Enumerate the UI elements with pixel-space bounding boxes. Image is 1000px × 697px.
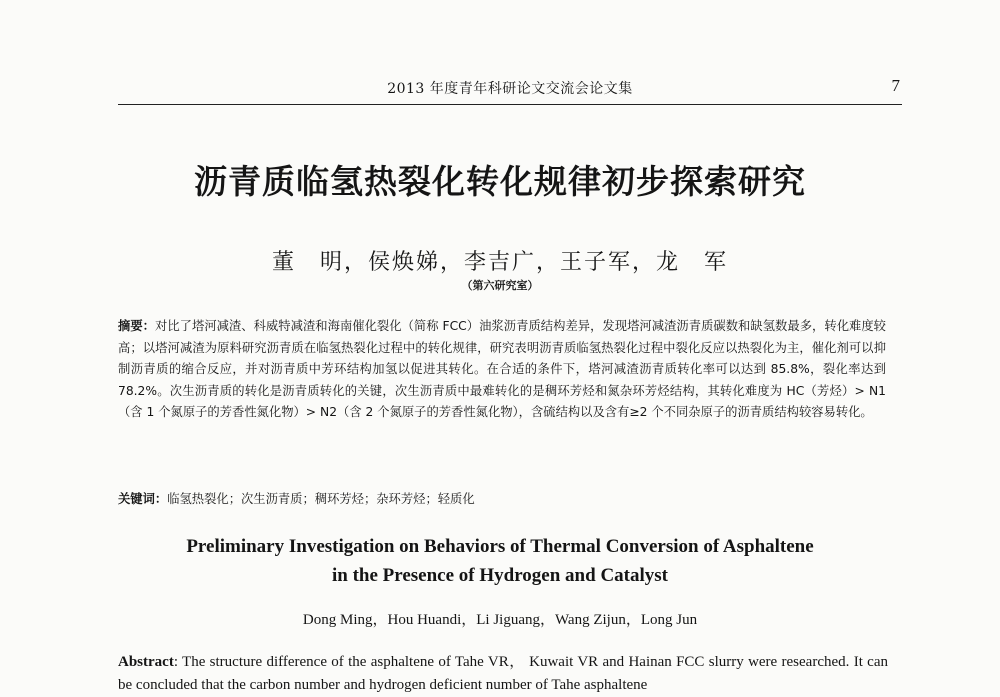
keywords-cn-label: 关键词： (118, 492, 168, 506)
paper-title-cn: 沥青质临氢热裂化转化规律初步探索研究 (194, 162, 806, 201)
abstract-cn (118, 316, 886, 424)
authors-cn: 董 明，侯焕娣，李吉广，王子军，龙 军 (271, 250, 728, 275)
paper-title-en-line2: in the Presence of Hydrogen and Catalyst (331, 565, 668, 586)
paper-title-en (0, 532, 1000, 590)
abstract-en-text: : The structure difference of the asphaltene of Tahe VR， Kuwait VR and Hainan FCC slurry were researched. It can be concluded that the carbon number and hydrogen deficient number of Tahe asphaltene (118, 654, 888, 693)
paper-title-en-line1: Preliminary Investigation on Behaviors of Thermal Conversion of Asphaltene (186, 536, 814, 557)
abstract-en (118, 651, 888, 697)
affiliation-cn: （第六研究室） (461, 279, 539, 292)
keywords-cn-text: 临氢热裂化；次生沥青质；稠环芳烃；杂环芳烃；轻质化 (167, 492, 475, 506)
journal-name: 2013 年度青年科研论文交流会论文集 (387, 81, 633, 97)
page-number: 7 (891, 76, 900, 95)
authors-en: Dong Ming，Hou Huandi，Li Jiguang，Wang Zijun，Long Jun (302, 612, 698, 628)
running-header (118, 74, 902, 105)
abstract-cn-label: 摘要： (118, 319, 155, 333)
abstract-cn-text: 对比了塔河减渣、科威特减渣和海南催化裂化（简称 FCC）油浆沥青质结构差异，发现塔河减渣沥青质碳数和缺氢数最多，转化难度较高；以塔河减渣为原料研究沥青质在临氢热裂化过程中的转化规律，研究表明沥青质临氢热裂化过程中裂化反应以热裂化为主，催化剂可以抑制沥青质的缩合反应，并对沥青质中芳环结构加氢以促进其转化。在合适的条件下，塔河减渣沥青质转化率可以达到 85.8%，裂化率达到 78.2%。次生沥青质的转化是沥青质转化的关键，次生沥青质中最难转化的是稠环芳烃和氮杂环芳烃结构，其转化难度为 HC（芳烃）> N1（含 1 个氮原子的芳香性氮化物）> N2（含 2 个氮原子的芳香性氮化物），含硫结构以及含有≥2 个不同杂原子的沥青质结构较容易转化。 (118, 319, 886, 420)
abstract-en-label: Abstract (118, 654, 174, 670)
keywords-cn (118, 489, 886, 510)
